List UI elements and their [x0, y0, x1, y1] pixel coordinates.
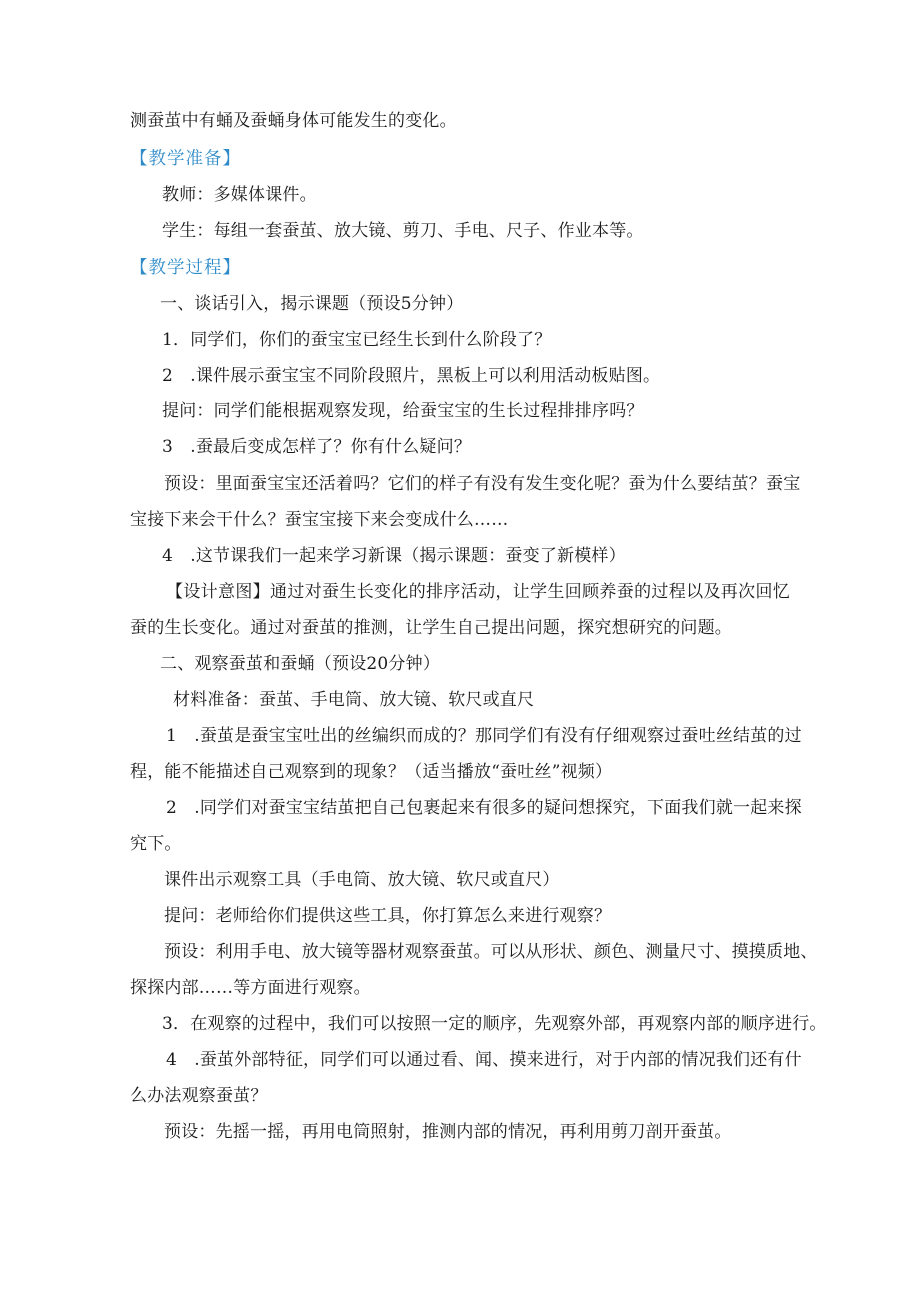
design-intent-line: 蚕的生长变化。通过对蚕茧的推测，让学生自己提出问题，探究想研究的问题。	[130, 618, 732, 638]
list-item: 1 .蚕茧是蚕宝宝吐出的丝编织而成的？那同学们有没有仔细观察过蚕吐丝结茧的过	[166, 726, 802, 746]
paragraph-line: 探探内部……等方面进行观察。	[130, 978, 371, 998]
paragraph-line: 宝接下来会干什么？蚕宝宝接下来会变成什么……	[130, 510, 509, 530]
paragraph-line: 材料准备：蚕茧、手电筒、放大镜、软尺或直尺	[173, 690, 535, 710]
paragraph-line: 程，能不能描述自己观察到的现象？（适当播放“蚕吐丝”视频）	[130, 762, 613, 782]
list-item: 1．同学们，你们的蚕宝宝已经生长到什么阶段了？	[162, 330, 552, 350]
paragraph-line: 测蚕茧中有蛹及蚕蛹身体可能发生的变化。	[130, 111, 457, 131]
paragraph-line: 究下。	[130, 834, 182, 854]
section-heading-process: 【教学过程】	[130, 258, 241, 278]
paragraph-line: 么办法观察蚕茧？	[130, 1086, 268, 1106]
paragraph-line: 课件出示观察工具（手电筒、放大镜、软尺或直尺）	[164, 870, 560, 890]
paragraph-line: 预设：先摇一摇，再用电筒照射，推测内部的情况，再利用剪刀剖开蚕茧。	[164, 1122, 732, 1142]
paragraph-line: 预设：利用手电、放大镜等器材观察蚕茧。可以从形状、颜色、测量尺寸、摸摸质地、	[164, 942, 818, 962]
list-item: 3 .蚕最后变成怎样了？你有什么疑问？	[162, 437, 472, 457]
paragraph-line: 预设：里面蚕宝宝还活着吗？它们的样子有没有发生变化呢？蚕为什么要结茧？蚕宝	[164, 474, 801, 494]
paragraph-line: 教师：多媒体课件。	[162, 185, 317, 205]
paragraph-line: 提问：同学们能根据观察发现，给蚕宝宝的生长过程排排序吗？	[162, 401, 644, 421]
design-intent-line: 【设计意图】通过对蚕生长变化的排序活动，让学生回顾养蚕的过程以及再次回忆	[166, 582, 790, 602]
list-item: 2 .课件展示蚕宝宝不同阶段照片，黑板上可以利用活动板贴图。	[162, 366, 661, 386]
list-item: 4 .蚕茧外部特征，同学们可以通过看、闻、摸来进行，对于内部的情况我们还有什	[166, 1050, 802, 1070]
list-item: 3．在观察的过程中，我们可以按照一定的顺序，先观察外部，再观察内部的顺序进行。	[162, 1014, 827, 1034]
subsection-heading: 一、谈话引入，揭示课题（预设5分钟）	[160, 294, 464, 314]
section-heading-preparation: 【教学准备】	[130, 149, 241, 169]
list-item: 2 .同学们对蚕宝宝结茧把自己包裹起来有很多的疑问想探究，下面我们就一起来探	[166, 798, 802, 818]
paragraph-line: 学生：每组一套蚕茧、放大镜、剪刀、手电、尺子、作业本等。	[162, 221, 644, 241]
list-item: 4 .这节课我们一起来学习新课（揭示课题：蚕变了新模样）	[162, 546, 626, 566]
paragraph-line: 提问：老师给你们提供这些工具，你打算怎么来进行观察？	[164, 906, 612, 926]
subsection-heading: 二、观察蚕茧和蚕蛹（预设20分钟）	[160, 654, 441, 674]
